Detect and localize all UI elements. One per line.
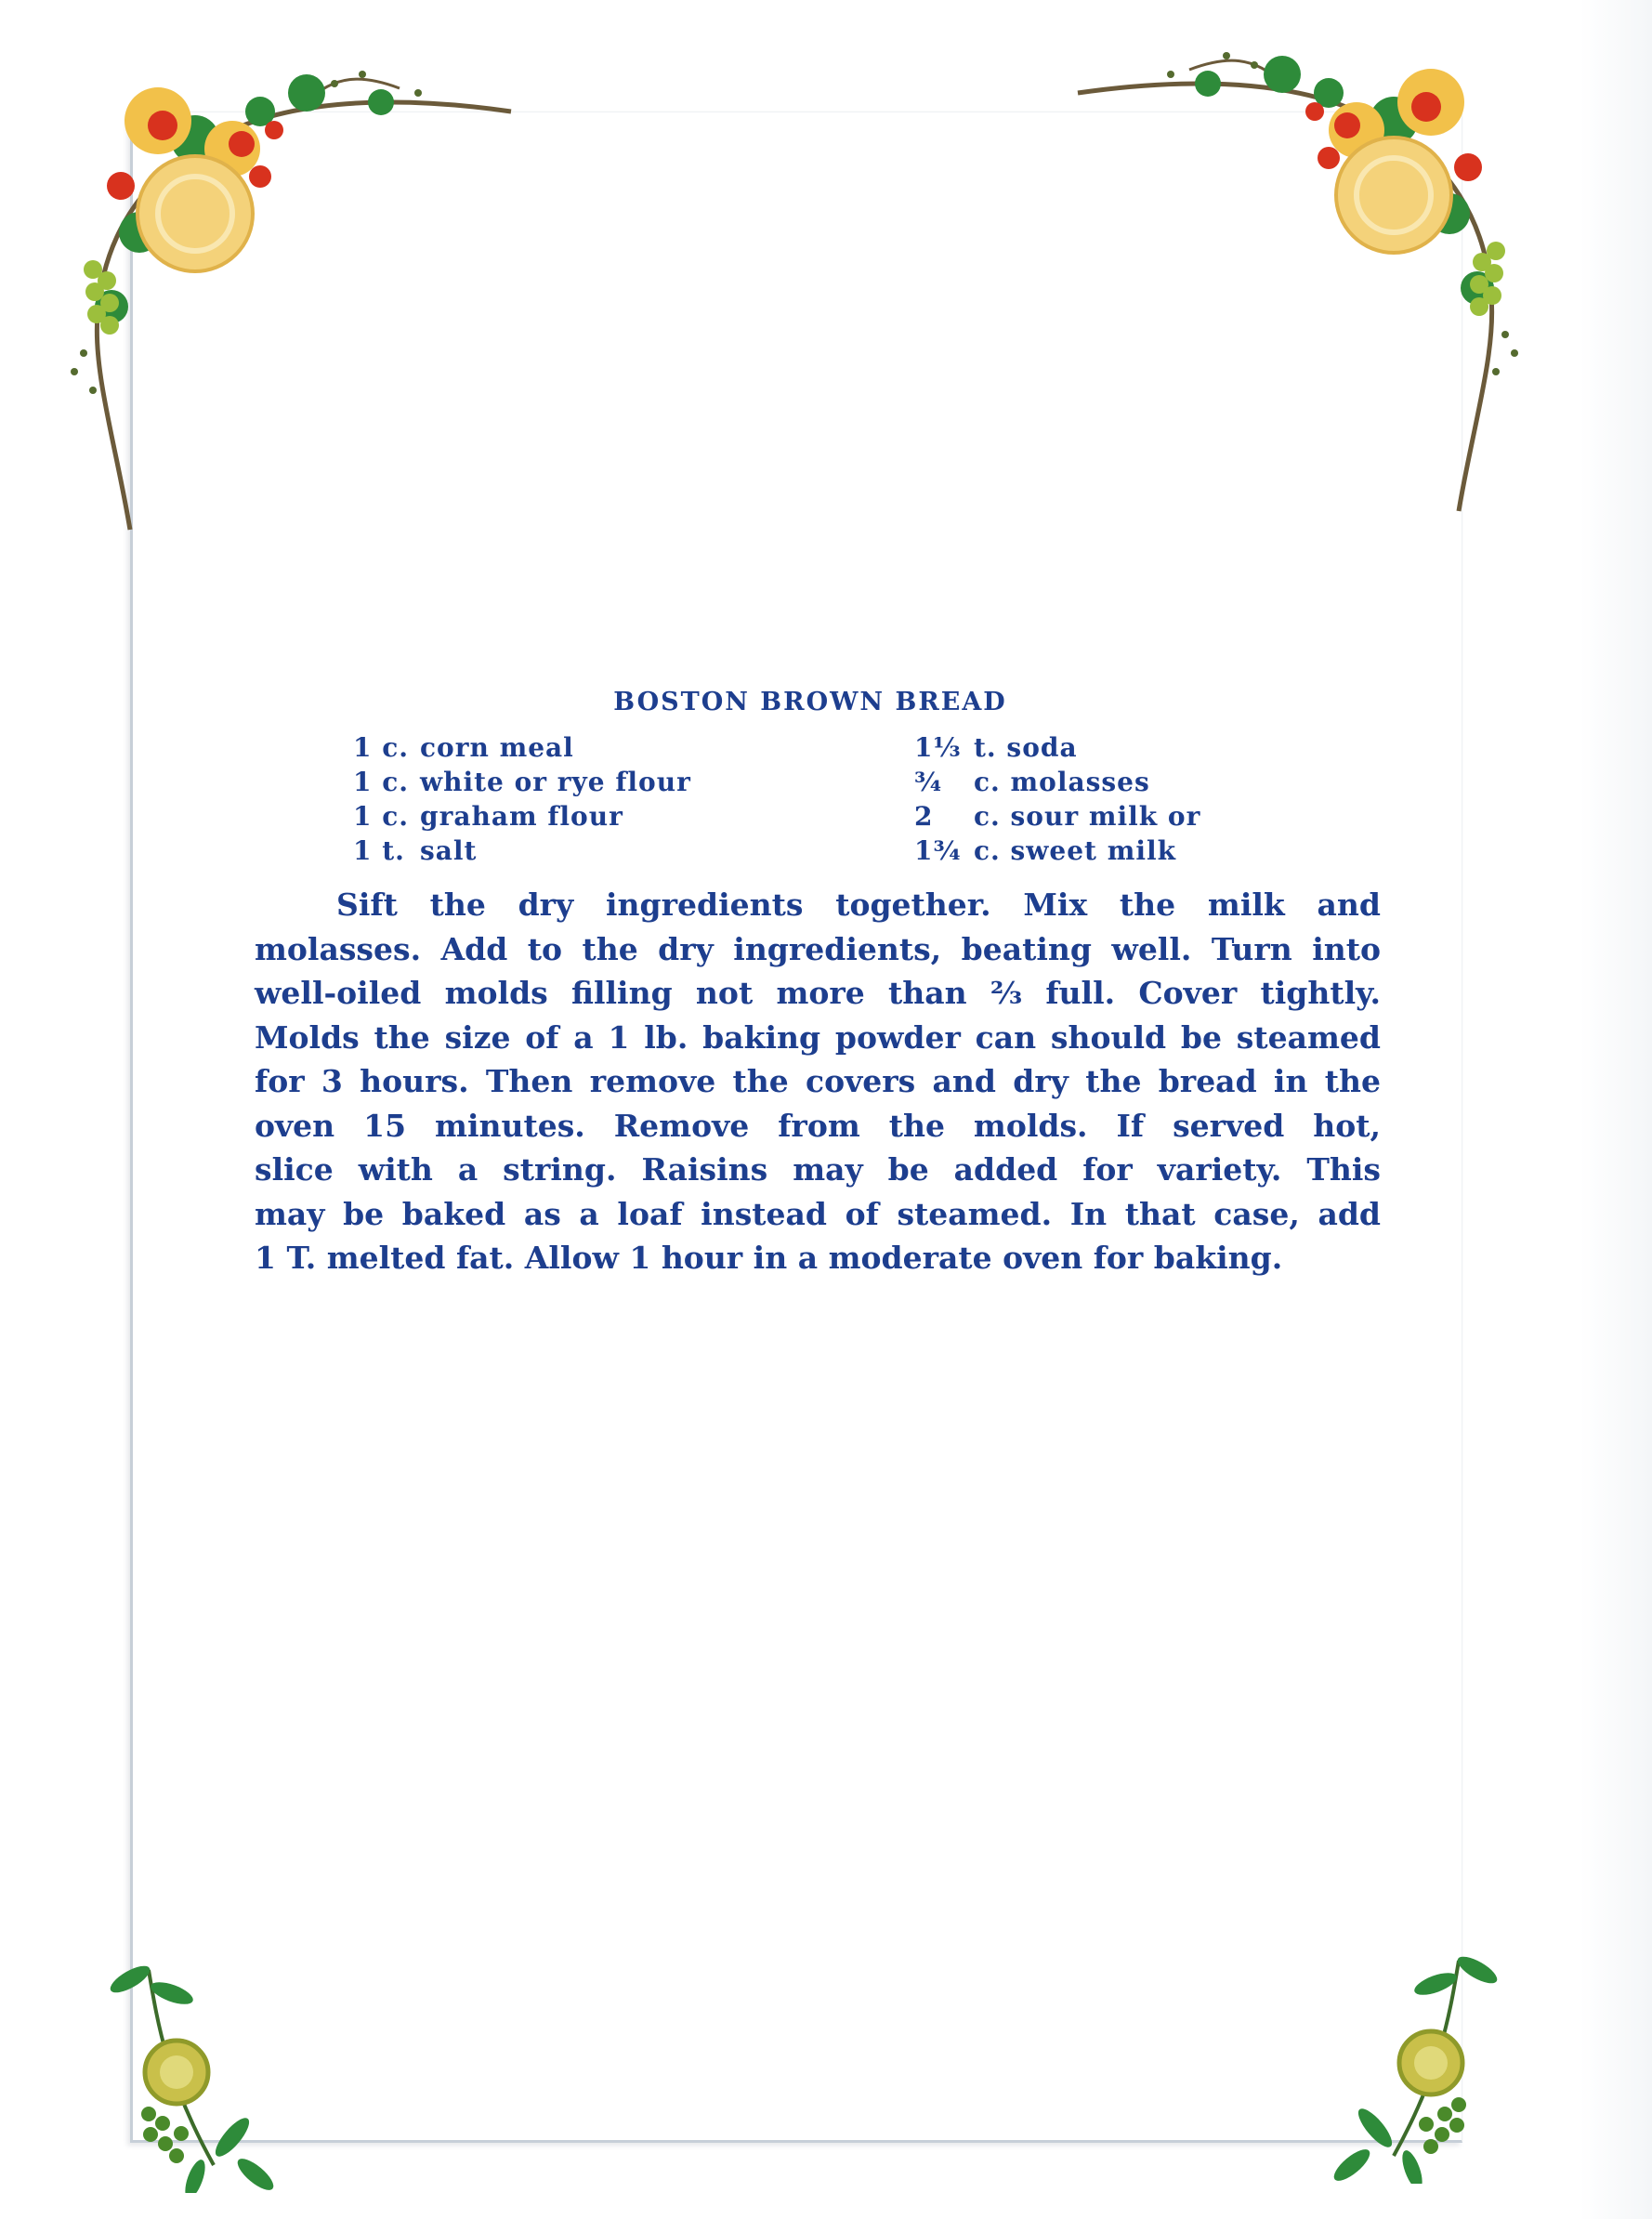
ingredient-left xyxy=(353,799,623,834)
method-line: Sift the dry ingredients together. Mix the milk and xyxy=(336,886,1381,923)
recipe-title: BOSTON BROWN BREAD xyxy=(613,688,1007,716)
recipe-method xyxy=(255,883,1381,1280)
ingredient-qty: 1 c. xyxy=(353,732,410,763)
ingredient-qty: 1¾ xyxy=(914,835,962,866)
ingredient-right xyxy=(914,765,1150,799)
ingredient-qty: 1 c. xyxy=(353,767,410,797)
method-line: may be baked as a loaf instead of steamed. In that case, add xyxy=(255,1195,1381,1232)
method-line: molasses. Add to the dry ingredients, beating well. Turn into xyxy=(255,930,1381,967)
method-line: Molds the size of a 1 lb. baking powder can should be steamed xyxy=(255,1018,1381,1056)
fruit-vine-corner-icon xyxy=(28,37,548,539)
method-line: well-oiled molds filling not more than ⅔ full. Cover tightly. xyxy=(255,975,1381,1011)
ingredient-item: white or rye flour xyxy=(420,767,691,797)
ingredient-qty: ¾ xyxy=(914,767,943,797)
ingredient-right xyxy=(914,730,1078,765)
ingredient-item: corn meal xyxy=(420,732,574,763)
ingredient-item: t. soda xyxy=(974,732,1078,763)
ingredient-qty: 1⅓ xyxy=(914,732,962,763)
fruit-vine-corner-icon xyxy=(1041,19,1561,520)
leaf-sprig-corner-icon xyxy=(1310,1942,1514,2184)
ingredient-qty: 1 t. xyxy=(353,835,405,866)
leaf-sprig-corner-icon xyxy=(93,1951,297,2193)
method-line: 1 T. melted fat. Allow 1 hour in a moderate oven for baking. xyxy=(255,1240,1283,1276)
ingredient-left xyxy=(353,765,691,799)
ingredient-item: c. sour milk or xyxy=(974,801,1201,832)
ingredient-qty: 1 c. xyxy=(353,801,410,832)
ingredient-left xyxy=(353,834,477,868)
method-line: for 3 hours. Then remove the covers and dry the bread in the xyxy=(255,1063,1381,1099)
ingredient-left xyxy=(353,730,574,765)
ingredient-right xyxy=(914,834,1176,868)
ingredient-item: salt xyxy=(420,835,478,866)
ingredient-right xyxy=(914,799,1200,834)
ingredient-item: graham flour xyxy=(420,801,623,832)
method-line: slice with a string. Raisins may be added for variety. This xyxy=(255,1151,1381,1188)
method-line: oven 15 minutes. Remove from the molds. If served hot, xyxy=(255,1107,1381,1144)
ingredient-item: c. molasses xyxy=(974,767,1150,797)
page-edge-shade xyxy=(1580,0,1652,2219)
ingredient-qty: 2 xyxy=(914,801,934,832)
ingredient-item: c. sweet milk xyxy=(974,835,1177,866)
